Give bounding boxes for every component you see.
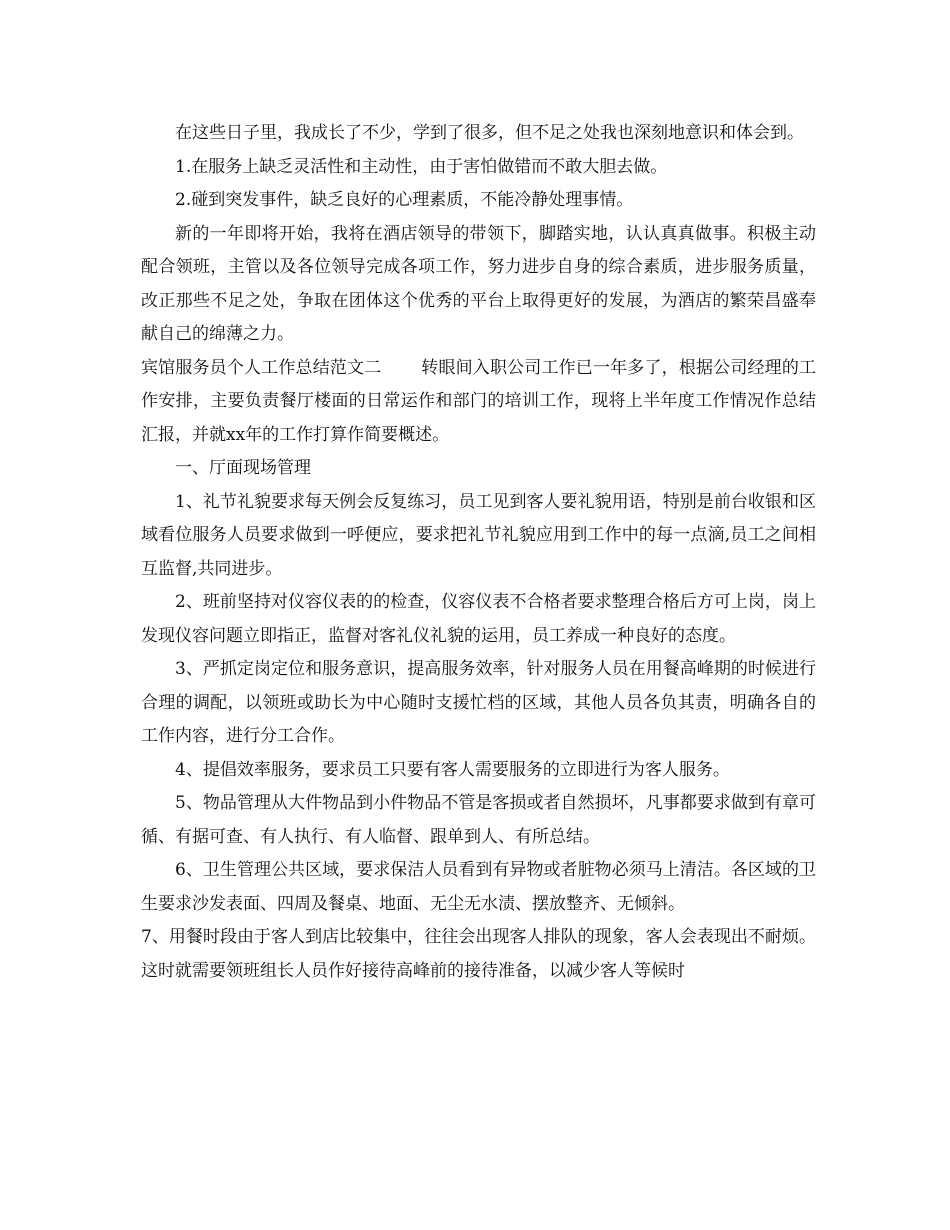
paragraph: 1、礼节礼貌要求每天例会反复练习，员工见到客人要礼貌用语，特别是前台收银和区域看位服务人员要求做到一呼便应，要求把礼节礼貌应用到工作中的每一点滴,员工之间相互监督,共同进步。 (141, 491, 816, 579)
paragraph: 新的一年即将开始，我将在酒店领导的带领下，脚踏实地，认认真真做事。积极主动配合领班，主管以及各位领导完成各项工作，努力进步自身的综合素质，进步服务质量，改正那些不足之处，争取在团体这个优秀的平台上取得更好的发展，为酒店的繁荣昌盛奉献自己的绵薄之力。 (141, 223, 816, 344)
subsection-heading: 一、厅面现场管理 (175, 458, 311, 478)
paragraph: 6、卫生管理公共区域，要求保洁人员看到有异物或者脏物必须马上清洁。各区域的卫生要求沙发表面、四周及餐桌、地面、无尘无水渍、摆放整齐、无倾斜。 (141, 860, 816, 914)
paragraph: 2、班前坚持对仪容仪表的的检查，仪容仪表不合格者要求整理合格后方可上岗，岗上发现仪容问题立即指正，监督对客礼仪礼貌的运用，员工养成一种良好的态度。 (141, 592, 816, 646)
paragraph: 1.在服务上缺乏灵活性和主动性，由于害怕做错而不敢大胆去做。 (175, 156, 668, 177)
paragraph: 在这些日子里，我成长了不少，学到了很多，但不足之处我也深刻地意识和体会到。 (175, 123, 804, 143)
paragraph: 5、物品管理从大件物品到小件物品不管是客损或者自然损坏，凡事都要求做到有章可循、有据可查、有人执行、有人临督、跟单到人、有所总结。 (141, 793, 816, 847)
document-body (141, 117, 816, 988)
section-heading-paragraph: 宾馆服务员个人工作总结范文二 转眼间入职公司工作已一年多了，根据公司经理的工作安排，主要负责餐厅楼面的日常运作和部门的培训工作，现将上半年度工作情况作总结汇报，并就xx年的工作打算作简要概述。 (141, 357, 816, 445)
paragraph: 4、提倡效率服务，要求员工只要有客人需要服务的立即进行为客人服务。 (175, 759, 730, 780)
paragraph: 3、严抓定岗定位和服务意识，提高服务效率，针对服务人员在用餐高峰期的时候进行合理的调配，以领班或助长为中心随时支援忙档的区域，其他人员各负其责，明确各自的工作内容，进行分工合作。 (141, 659, 816, 746)
paragraph: 2.碰到突发事件，缺乏良好的心理素质，不能冷静处理事情。 (175, 190, 634, 210)
paragraph: 7、用餐时段由于客人到店比较集中，往往会出现客人排队的现象，客人会表现出不耐烦。这时就需要领班组长人员作好接待高峰前的接待准备，以减少客人等候时 (141, 927, 816, 981)
